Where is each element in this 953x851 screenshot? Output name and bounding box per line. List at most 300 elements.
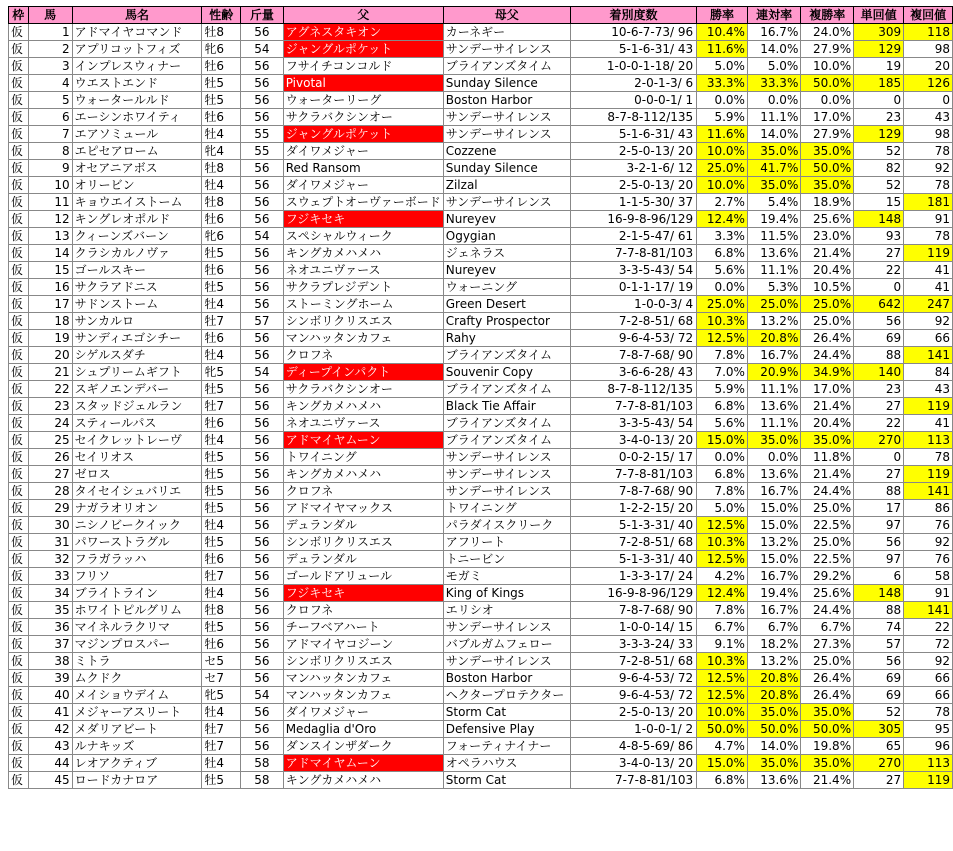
cell-weight: 56 <box>241 500 284 517</box>
cell-rentai-rate: 35.0% <box>747 143 800 160</box>
cell-waku: 仮 <box>9 432 29 449</box>
cell-place-rate: 17.0% <box>801 381 854 398</box>
cell-weight: 56 <box>241 653 284 670</box>
cell-place-rate: 35.0% <box>801 432 854 449</box>
cell-number: 11 <box>28 194 72 211</box>
cell-number: 43 <box>28 738 72 755</box>
cell-place-return: 78 <box>904 143 953 160</box>
cell-waku: 仮 <box>9 126 29 143</box>
cell-weight: 58 <box>241 755 284 772</box>
cell-weight: 58 <box>241 772 284 789</box>
cell-win-return: 52 <box>854 177 904 194</box>
cell-win-rate: 15.0% <box>697 432 748 449</box>
cell-win-return: 129 <box>854 126 904 143</box>
cell-waku: 仮 <box>9 92 29 109</box>
cell-win-rate: 7.0% <box>697 364 748 381</box>
cell-weight: 56 <box>241 670 284 687</box>
cell-damsire: フォーティナイナー <box>443 738 570 755</box>
cell-sire: ダイワメジャー <box>283 177 443 194</box>
cell-sex-age: 牡5 <box>202 449 241 466</box>
cell-win-return: 27 <box>854 772 904 789</box>
cell-win-return: 270 <box>854 432 904 449</box>
cell-win-return: 69 <box>854 330 904 347</box>
cell-win-return: 305 <box>854 721 904 738</box>
cell-rentai-rate: 16.7% <box>747 602 800 619</box>
cell-record: 2-5-0-13/ 20 <box>570 177 696 194</box>
cell-place-rate: 21.4% <box>801 398 854 415</box>
cell-damsire: Zilzal <box>443 177 570 194</box>
table-row <box>9 568 953 585</box>
cell-number: 4 <box>28 75 72 92</box>
cell-number: 28 <box>28 483 72 500</box>
cell-rentai-rate: 0.0% <box>747 92 800 109</box>
cell-win-rate: 6.8% <box>697 398 748 415</box>
cell-sire: ジャングルポケット <box>283 126 443 143</box>
cell-record: 7-2-8-51/ 68 <box>570 534 696 551</box>
cell-record: 7-7-8-81/103 <box>570 772 696 789</box>
cell-win-return: 270 <box>854 755 904 772</box>
table-row <box>9 279 953 296</box>
cell-damsire: Nureyev <box>443 262 570 279</box>
cell-number: 15 <box>28 262 72 279</box>
cell-damsire: Storm Cat <box>443 704 570 721</box>
cell-win-rate: 5.9% <box>697 109 748 126</box>
cell-win-rate: 10.0% <box>697 143 748 160</box>
cell-place-rate: 6.7% <box>801 619 854 636</box>
cell-win-return: 56 <box>854 313 904 330</box>
cell-weight: 56 <box>241 92 284 109</box>
cell-win-rate: 0.0% <box>697 279 748 296</box>
cell-record: 2-0-1-3/ 6 <box>570 75 696 92</box>
table-row <box>9 636 953 653</box>
cell-record: 3-6-6-28/ 43 <box>570 364 696 381</box>
cell-sire: スペシャルウィーク <box>283 228 443 245</box>
cell-win-return: 56 <box>854 653 904 670</box>
cell-horse-name: インプレスウィナー <box>72 58 202 75</box>
cell-number: 44 <box>28 755 72 772</box>
cell-waku: 仮 <box>9 109 29 126</box>
cell-waku: 仮 <box>9 653 29 670</box>
cell-horse-name: クィーンズバーン <box>72 228 202 245</box>
cell-waku: 仮 <box>9 245 29 262</box>
cell-sire: キングカメハメハ <box>283 245 443 262</box>
cell-sire: Pivotal <box>283 75 443 92</box>
cell-damsire: エリシオ <box>443 602 570 619</box>
cell-sire: キングカメハメハ <box>283 466 443 483</box>
cell-win-rate: 5.0% <box>697 500 748 517</box>
cell-win-return: 88 <box>854 483 904 500</box>
table-row <box>9 738 953 755</box>
cell-record: 3-3-5-43/ 54 <box>570 262 696 279</box>
cell-weight: 54 <box>241 364 284 381</box>
cell-number: 45 <box>28 772 72 789</box>
cell-place-return: 95 <box>904 721 953 738</box>
cell-sex-age: 牡4 <box>202 432 241 449</box>
cell-rentai-rate: 15.0% <box>747 551 800 568</box>
cell-weight: 56 <box>241 347 284 364</box>
cell-place-rate: 25.0% <box>801 296 854 313</box>
cell-damsire: Black Tie Affair <box>443 398 570 415</box>
cell-number: 27 <box>28 466 72 483</box>
cell-weight: 56 <box>241 602 284 619</box>
cell-place-rate: 18.9% <box>801 194 854 211</box>
cell-win-rate: 10.4% <box>697 24 748 41</box>
cell-rentai-rate: 16.7% <box>747 24 800 41</box>
cell-sire: アドマイヤマックス <box>283 500 443 517</box>
cell-waku: 仮 <box>9 602 29 619</box>
cell-horse-name: スティールパス <box>72 415 202 432</box>
table-row <box>9 687 953 704</box>
cell-number: 10 <box>28 177 72 194</box>
cell-place-return: 78 <box>904 449 953 466</box>
cell-sire: サクラプレジデント <box>283 279 443 296</box>
cell-weight: 56 <box>241 279 284 296</box>
cell-sex-age: 牡5 <box>202 772 241 789</box>
table-body <box>9 24 953 789</box>
cell-record: 7-7-8-81/103 <box>570 398 696 415</box>
cell-win-rate: 15.0% <box>697 755 748 772</box>
cell-sex-age: 牡6 <box>202 211 241 228</box>
cell-waku: 仮 <box>9 41 29 58</box>
cell-sex-age: 牡5 <box>202 75 241 92</box>
cell-weight: 57 <box>241 313 284 330</box>
cell-number: 33 <box>28 568 72 585</box>
cell-record: 4-8-5-69/ 86 <box>570 738 696 755</box>
cell-rentai-rate: 20.9% <box>747 364 800 381</box>
cell-horse-name: エピセアローム <box>72 143 202 160</box>
cell-damsire: サンデーサイレンス <box>443 109 570 126</box>
cell-number: 2 <box>28 41 72 58</box>
table-row <box>9 415 953 432</box>
table-row <box>9 449 953 466</box>
cell-sire: キングカメハメハ <box>283 398 443 415</box>
cell-number: 12 <box>28 211 72 228</box>
cell-rentai-rate: 33.3% <box>747 75 800 92</box>
cell-place-return: 98 <box>904 41 953 58</box>
table-row <box>9 466 953 483</box>
cell-place-return: 84 <box>904 364 953 381</box>
cell-sire: デュランダル <box>283 551 443 568</box>
cell-sex-age: 牡6 <box>202 551 241 568</box>
cell-sex-age: 牡7 <box>202 568 241 585</box>
cell-horse-name: ブライトライン <box>72 585 202 602</box>
cell-place-return: 43 <box>904 109 953 126</box>
cell-sire: フジキセキ <box>283 585 443 602</box>
cell-place-rate: 19.8% <box>801 738 854 755</box>
cell-place-rate: 10.0% <box>801 58 854 75</box>
cell-damsire: ジェネラス <box>443 245 570 262</box>
cell-damsire: パラダイスクリーク <box>443 517 570 534</box>
header-number: 馬 <box>28 7 72 24</box>
cell-waku: 仮 <box>9 330 29 347</box>
table-row <box>9 160 953 177</box>
cell-damsire: オペラハウス <box>443 755 570 772</box>
cell-weight: 56 <box>241 194 284 211</box>
cell-horse-name: セイクレットレーヴ <box>72 432 202 449</box>
cell-win-return: 22 <box>854 415 904 432</box>
cell-horse-name: ゼロス <box>72 466 202 483</box>
cell-damsire: Storm Cat <box>443 772 570 789</box>
cell-waku: 仮 <box>9 347 29 364</box>
cell-weight: 56 <box>241 415 284 432</box>
cell-horse-name: ムクドク <box>72 670 202 687</box>
table-row <box>9 381 953 398</box>
cell-sex-age: 牡6 <box>202 262 241 279</box>
table-row <box>9 585 953 602</box>
cell-number: 39 <box>28 670 72 687</box>
cell-win-rate: 12.5% <box>697 687 748 704</box>
cell-record: 16-9-8-96/129 <box>570 585 696 602</box>
cell-damsire: サンデーサイレンス <box>443 619 570 636</box>
cell-weight: 56 <box>241 517 284 534</box>
cell-sire: アドマイヤムーン <box>283 755 443 772</box>
cell-place-rate: 26.4% <box>801 687 854 704</box>
cell-record: 10-6-7-73/ 96 <box>570 24 696 41</box>
cell-win-rate: 10.3% <box>697 534 748 551</box>
cell-record: 2-5-0-13/ 20 <box>570 143 696 160</box>
cell-win-rate: 0.0% <box>697 92 748 109</box>
cell-sire: ジャングルポケット <box>283 41 443 58</box>
cell-place-return: 22 <box>904 619 953 636</box>
cell-rentai-rate: 11.1% <box>747 415 800 432</box>
cell-waku: 仮 <box>9 194 29 211</box>
cell-place-return: 43 <box>904 381 953 398</box>
cell-waku: 仮 <box>9 398 29 415</box>
table-row <box>9 228 953 245</box>
cell-win-return: 0 <box>854 92 904 109</box>
cell-sire: シンボリクリスエス <box>283 313 443 330</box>
cell-sex-age: 牡4 <box>202 126 241 143</box>
cell-sex-age: 牡6 <box>202 636 241 653</box>
cell-win-rate: 33.3% <box>697 75 748 92</box>
cell-record: 16-9-8-96/129 <box>570 211 696 228</box>
cell-horse-name: マジンプロスパー <box>72 636 202 653</box>
table-row <box>9 313 953 330</box>
cell-waku: 仮 <box>9 381 29 398</box>
cell-horse-name: ナガラオリオン <box>72 500 202 517</box>
cell-rentai-rate: 15.0% <box>747 500 800 517</box>
cell-rentai-rate: 14.0% <box>747 41 800 58</box>
cell-sire: フサイチコンコルド <box>283 58 443 75</box>
cell-rentai-rate: 20.8% <box>747 330 800 347</box>
table-row <box>9 500 953 517</box>
cell-win-return: 56 <box>854 534 904 551</box>
cell-rentai-rate: 35.0% <box>747 432 800 449</box>
cell-waku: 仮 <box>9 364 29 381</box>
cell-weight: 56 <box>241 432 284 449</box>
cell-win-rate: 25.0% <box>697 160 748 177</box>
cell-horse-name: アプリコットフィズ <box>72 41 202 58</box>
cell-record: 3-3-3-24/ 33 <box>570 636 696 653</box>
cell-damsire: モガミ <box>443 568 570 585</box>
cell-number: 42 <box>28 721 72 738</box>
cell-record: 7-8-7-68/ 90 <box>570 347 696 364</box>
cell-record: 7-8-7-68/ 90 <box>570 483 696 500</box>
table-row <box>9 704 953 721</box>
cell-record: 1-0-0-14/ 15 <box>570 619 696 636</box>
cell-win-rate: 5.9% <box>697 381 748 398</box>
cell-damsire: バブルガムフェロー <box>443 636 570 653</box>
table-row <box>9 534 953 551</box>
cell-waku: 仮 <box>9 211 29 228</box>
cell-sex-age: 牡4 <box>202 704 241 721</box>
cell-sex-age: 牡4 <box>202 296 241 313</box>
cell-sex-age: 牡4 <box>202 347 241 364</box>
cell-weight: 56 <box>241 296 284 313</box>
cell-number: 16 <box>28 279 72 296</box>
cell-place-return: 119 <box>904 398 953 415</box>
cell-win-return: 27 <box>854 245 904 262</box>
cell-place-rate: 25.6% <box>801 211 854 228</box>
cell-sex-age: 牡5 <box>202 279 241 296</box>
cell-weight: 56 <box>241 534 284 551</box>
cell-win-rate: 10.0% <box>697 704 748 721</box>
cell-damsire: アフリート <box>443 534 570 551</box>
cell-place-rate: 26.4% <box>801 330 854 347</box>
cell-place-rate: 21.4% <box>801 245 854 262</box>
cell-win-rate: 0.0% <box>697 449 748 466</box>
cell-place-rate: 29.2% <box>801 568 854 585</box>
cell-win-return: 57 <box>854 636 904 653</box>
cell-place-return: 91 <box>904 585 953 602</box>
cell-place-rate: 34.9% <box>801 364 854 381</box>
table-row <box>9 551 953 568</box>
cell-win-return: 129 <box>854 41 904 58</box>
cell-waku: 仮 <box>9 143 29 160</box>
cell-horse-name: シゲルスダチ <box>72 347 202 364</box>
cell-place-return: 119 <box>904 466 953 483</box>
cell-damsire: Defensive Play <box>443 721 570 738</box>
cell-damsire: ヘクタープロテクター <box>443 687 570 704</box>
cell-number: 1 <box>28 24 72 41</box>
cell-weight: 54 <box>241 687 284 704</box>
cell-rentai-rate: 11.1% <box>747 109 800 126</box>
cell-rentai-rate: 19.4% <box>747 211 800 228</box>
cell-damsire: ブライアンズタイム <box>443 415 570 432</box>
cell-win-rate: 4.2% <box>697 568 748 585</box>
cell-sex-age: 牡5 <box>202 619 241 636</box>
cell-place-rate: 50.0% <box>801 160 854 177</box>
cell-horse-name: レオアクティブ <box>72 755 202 772</box>
cell-place-return: 113 <box>904 755 953 772</box>
cell-sire: Red Ransom <box>283 160 443 177</box>
cell-place-rate: 35.0% <box>801 143 854 160</box>
cell-record: 3-4-0-13/ 20 <box>570 432 696 449</box>
table-row <box>9 109 953 126</box>
cell-place-return: 141 <box>904 347 953 364</box>
cell-record: 0-1-1-17/ 19 <box>570 279 696 296</box>
table-row <box>9 143 953 160</box>
cell-place-return: 126 <box>904 75 953 92</box>
cell-place-rate: 35.0% <box>801 755 854 772</box>
cell-record: 7-2-8-51/ 68 <box>570 653 696 670</box>
cell-sire: アグネスタキオン <box>283 24 443 41</box>
table-row <box>9 211 953 228</box>
cell-sire: ウォーターリーグ <box>283 92 443 109</box>
cell-horse-name: オセアニアボス <box>72 160 202 177</box>
cell-horse-name: ゴールスキー <box>72 262 202 279</box>
table-row <box>9 670 953 687</box>
cell-waku: 仮 <box>9 755 29 772</box>
cell-damsire: サンデーサイレンス <box>443 653 570 670</box>
cell-damsire: Ogygian <box>443 228 570 245</box>
cell-place-rate: 27.3% <box>801 636 854 653</box>
table-row <box>9 483 953 500</box>
cell-sire: キングカメハメハ <box>283 772 443 789</box>
cell-rentai-rate: 14.0% <box>747 738 800 755</box>
cell-sex-age: 牡5 <box>202 534 241 551</box>
cell-rentai-rate: 11.1% <box>747 381 800 398</box>
cell-damsire: ブライアンズタイム <box>443 347 570 364</box>
cell-win-rate: 5.0% <box>697 58 748 75</box>
table-row <box>9 126 953 143</box>
cell-rentai-rate: 35.0% <box>747 755 800 772</box>
cell-sex-age: 牡8 <box>202 24 241 41</box>
cell-win-return: 15 <box>854 194 904 211</box>
cell-rentai-rate: 15.0% <box>747 517 800 534</box>
cell-rentai-rate: 0.0% <box>747 449 800 466</box>
cell-waku: 仮 <box>9 585 29 602</box>
cell-place-return: 20 <box>904 58 953 75</box>
cell-number: 38 <box>28 653 72 670</box>
cell-horse-name: サンディエゴシチー <box>72 330 202 347</box>
cell-sire: シンボリクリスエス <box>283 534 443 551</box>
cell-place-rate: 25.6% <box>801 585 854 602</box>
table-row <box>9 296 953 313</box>
cell-win-rate: 5.6% <box>697 262 748 279</box>
cell-weight: 56 <box>241 551 284 568</box>
cell-win-return: 185 <box>854 75 904 92</box>
header-waku: 枠 <box>9 7 29 24</box>
cell-place-rate: 50.0% <box>801 75 854 92</box>
cell-weight: 56 <box>241 449 284 466</box>
cell-place-return: 76 <box>904 517 953 534</box>
cell-waku: 仮 <box>9 177 29 194</box>
cell-place-rate: 23.0% <box>801 228 854 245</box>
table-row <box>9 653 953 670</box>
cell-horse-name: ウォータールルド <box>72 92 202 109</box>
cell-damsire: サンデーサイレンス <box>443 466 570 483</box>
cell-sire: クロフネ <box>283 483 443 500</box>
cell-damsire: Boston Harbor <box>443 92 570 109</box>
cell-win-return: 23 <box>854 109 904 126</box>
header-sire: 父 <box>283 7 443 24</box>
cell-record: 8-7-8-112/135 <box>570 381 696 398</box>
cell-record: 9-6-4-53/ 72 <box>570 670 696 687</box>
cell-place-rate: 17.0% <box>801 109 854 126</box>
cell-win-rate: 7.8% <box>697 602 748 619</box>
cell-record: 5-1-6-31/ 43 <box>570 126 696 143</box>
cell-win-rate: 6.7% <box>697 619 748 636</box>
cell-waku: 仮 <box>9 636 29 653</box>
cell-number: 19 <box>28 330 72 347</box>
cell-rentai-rate: 13.6% <box>747 772 800 789</box>
header-sex-age: 性齢 <box>202 7 241 24</box>
cell-win-return: 97 <box>854 517 904 534</box>
cell-win-return: 88 <box>854 347 904 364</box>
cell-damsire: トニービン <box>443 551 570 568</box>
cell-damsire: King of Kings <box>443 585 570 602</box>
cell-rentai-rate: 13.6% <box>747 466 800 483</box>
cell-place-return: 41 <box>904 279 953 296</box>
cell-rentai-rate: 16.7% <box>747 568 800 585</box>
cell-record: 1-1-5-30/ 37 <box>570 194 696 211</box>
cell-weight: 56 <box>241 262 284 279</box>
cell-sex-age: 牡6 <box>202 109 241 126</box>
cell-win-rate: 12.4% <box>697 585 748 602</box>
cell-horse-name: オリービン <box>72 177 202 194</box>
cell-sire: Medaglia d'Oro <box>283 721 443 738</box>
